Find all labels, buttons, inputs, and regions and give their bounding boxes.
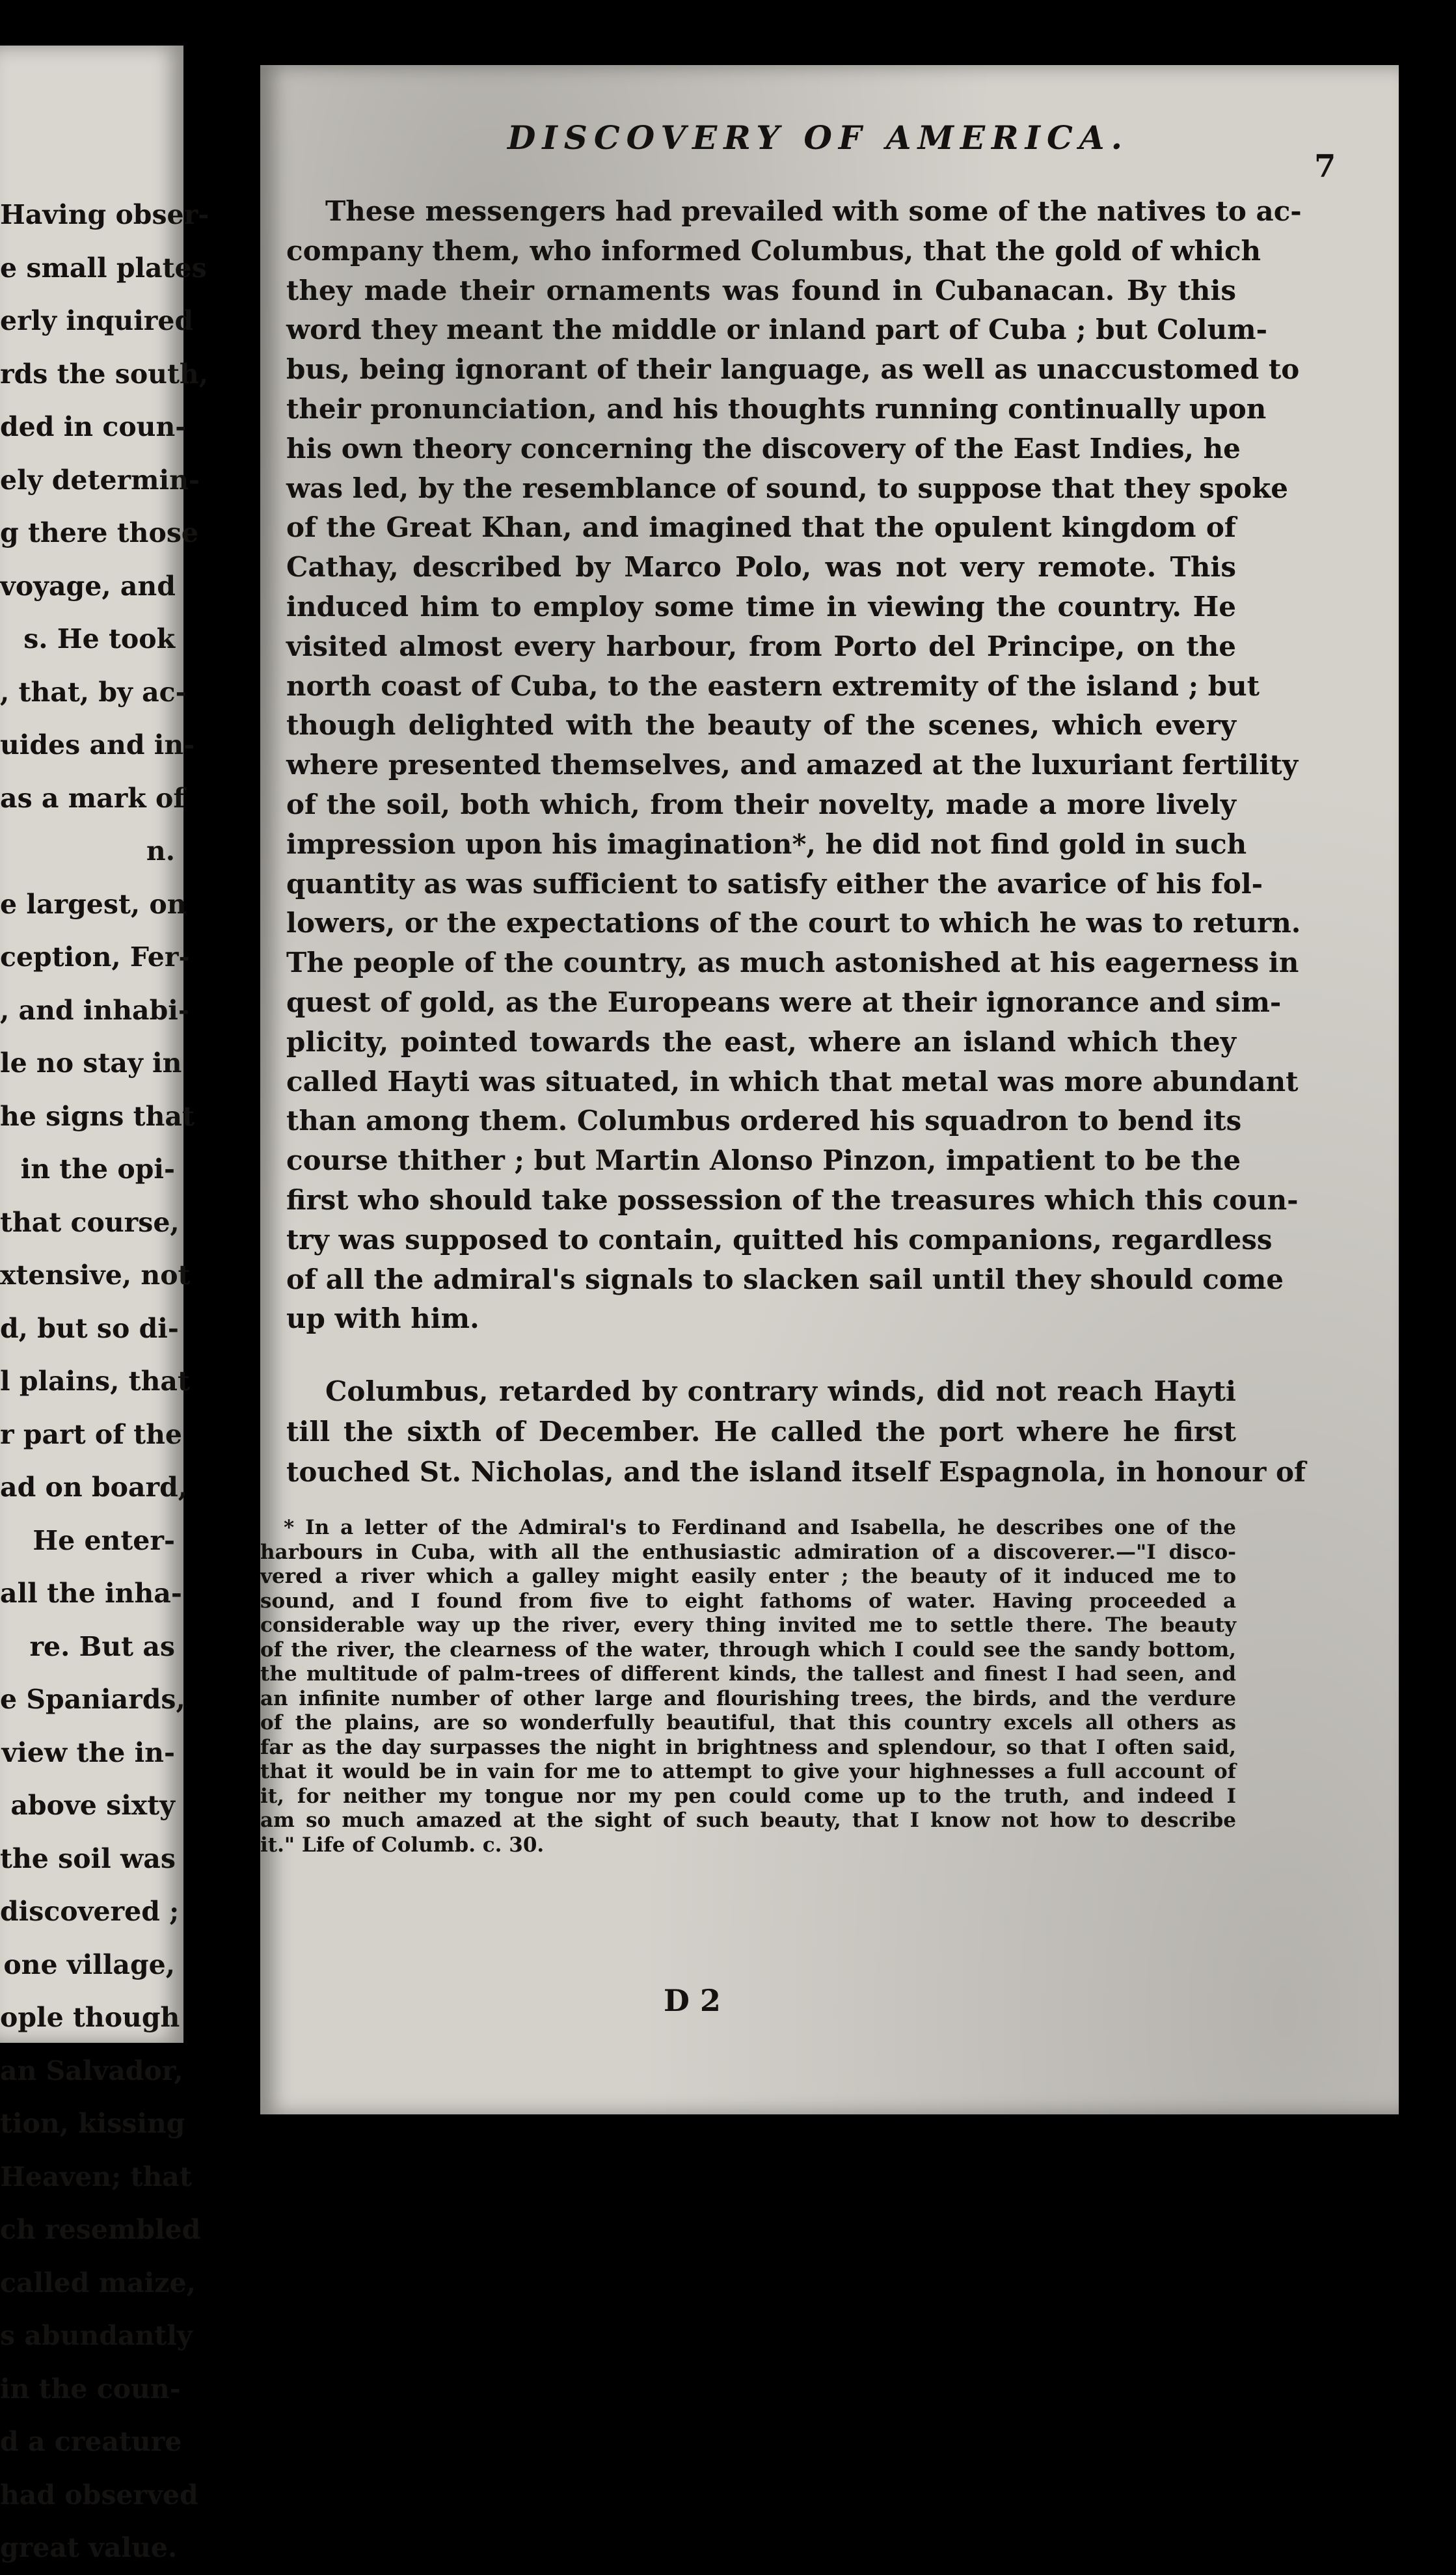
facing-page-line: re. But as [29, 1630, 175, 1662]
facing-page-line: had observed [0, 2479, 198, 2511]
body-line: they made their ornaments was found in Cubanacan. By this [286, 274, 1236, 306]
facing-page-line: voyage, and [0, 570, 176, 602]
facing-page-line: one village, [3, 1948, 175, 1980]
facing-page-line: xtensive, not [0, 1260, 191, 1291]
facing-page-line: an Salvador, [0, 2055, 183, 2086]
footnote-line: * In a letter of the Admiral's to Ferdinand and Isabella, he describes one of the [284, 1516, 1236, 1539]
body-line: Cathay, described by Marco Polo, was not very remote. This [286, 551, 1236, 584]
footnote-line: considerable way up the river, every thing invited me to settle there. The beauty [260, 1613, 1236, 1637]
body-line: quantity as was sufficient to satisfy either the avarice of his fol- [286, 867, 1263, 900]
running-head: DISCOVERY OF AMERICA. [507, 118, 1129, 157]
facing-page-line: d, but so di- [0, 1312, 179, 1344]
facing-page-line: great value. [0, 2532, 178, 2563]
body-line: plicity, pointed towards the east, where an island which they [286, 1025, 1236, 1058]
facing-page-line: g there those [0, 517, 198, 548]
facing-page-line: view the in- [1, 1736, 175, 1768]
facing-page-line: above sixty [10, 1790, 175, 1821]
body-line: company them, who informed Columbus, that the gold of which [286, 234, 1261, 267]
body-line: north coast of Cuba, to the eastern extremity of the island ; but [286, 669, 1260, 702]
facing-page-line: l plains, that [0, 1366, 190, 1397]
body-line: than among them. Columbus ordered his squadron to bend its [286, 1105, 1242, 1137]
body-line: induced him to employ some time in viewing the country. He [286, 590, 1236, 623]
body-line: bus, being ignorant of their language, as well as unaccustomed to [286, 353, 1300, 386]
facing-page-text [0, 189, 209, 2575]
footnote-line: it." Life of Columb. c. 30. [260, 1833, 545, 1857]
footnote-line: vered a river which a galley might easily enter ; the beauty of it induced me to [260, 1565, 1236, 1588]
facing-page-line: discovered ; [0, 1896, 180, 1927]
page-number: 7 [1314, 148, 1336, 185]
facing-page-line: , that, by ac- [0, 676, 187, 708]
facing-page-line: r part of the [0, 1418, 183, 1450]
facing-page-line: in the coun- [0, 2373, 181, 2405]
body-line: his own theory concerning the discovery of the East Indies, he [286, 432, 1241, 465]
footnote-line: sound, and I found from five to eight fathoms of water. Having proceeded a [260, 1589, 1236, 1613]
body-line: touched St. Nicholas, and the island itself Espagnola, in honour of [286, 1456, 1306, 1488]
body-line: was led, by the resemblance of sound, to suppose that they spoke [286, 472, 1288, 504]
facing-page-line: he signs that [0, 1100, 195, 1132]
footnote-line: harbours in Cuba, with all the enthusiastic admiration of a discoverer.—"I disco- [260, 1540, 1236, 1564]
facing-page-line: e largest, on [0, 888, 187, 920]
facing-page-line: called maize, [0, 2267, 196, 2299]
facing-page-line: s abundantly [0, 2320, 193, 2351]
body-line: These messengers had prevailed with some of the natives to ac- [325, 195, 1302, 227]
body-line: up with him. [286, 1302, 479, 1335]
signature-mark: D 2 [664, 1983, 721, 2018]
facing-page-line: ception, Fer- [0, 941, 190, 973]
facing-page-line: ople though [0, 2002, 180, 2033]
body-line: till the sixth of December. He called the port where he first [286, 1416, 1236, 1448]
footnote-line: the multitude of palm-trees of different kinds, the tallest and finest I had seen, and [260, 1662, 1236, 1686]
body-line: of the Great Khan, and imagined that the opulent kingdom of [286, 511, 1236, 544]
footnote-line: of the plains, are so wonderfully beautiful, that this country excels all others as [260, 1711, 1236, 1734]
facing-page-line: uides and in- [0, 729, 195, 761]
facing-page-line: e small plates [0, 252, 207, 284]
facing-page-line: Having obser- [0, 199, 209, 230]
footnote-line: of the river, the clearness of the water, through which I could see the sandy bottom, [260, 1638, 1236, 1662]
body-line: impression upon his imagination*, he did not find gold in such [286, 828, 1247, 860]
body-line: of the soil, both which, from their novelty, made a more lively [286, 788, 1236, 820]
body-line: of all the admiral's signals to slacken sail until they should come [286, 1263, 1284, 1295]
facing-page-line: all the inha- [0, 1578, 182, 1609]
facing-page-line: erly inquired [0, 305, 194, 336]
body-line: visited almost every harbour, from Porto del Principe, on the [286, 630, 1236, 662]
footnote-line: it, for neither my tongue nor my pen could come up to the truth, and indeed I [260, 1784, 1236, 1808]
facing-page-line: as a mark of [0, 782, 185, 814]
body-line: though delighted with the beauty of the scenes, which every [286, 709, 1236, 742]
facing-page-line: ded in coun- [0, 411, 187, 442]
body-line: first who should take possession of the treasures which this coun- [286, 1183, 1299, 1216]
body-line: called Hayti was situated, in which that metal was more abundant [286, 1065, 1299, 1098]
footnote-line: an infinite number of other large and flourishing trees, the birds, and the verdure [260, 1686, 1236, 1710]
facing-page-line: n. [146, 835, 175, 867]
footnote-line: far as the day surpasses the night in brightness and splendour, so that I often said, [260, 1735, 1236, 1759]
body-line: quest of gold, as the Europeans were at their ignorance and sim- [286, 986, 1282, 1018]
facing-page-line: in the opi- [20, 1153, 175, 1185]
body-line: course thither ; but Martin Alonso Pinzon, impatient to be the [286, 1144, 1241, 1177]
facing-page-line: ch resembled [0, 2214, 201, 2245]
facing-page-line: e Spaniards, [0, 1684, 185, 1715]
facing-page-line: the soil was [0, 1842, 176, 1874]
facing-page-line: He enter- [33, 1524, 175, 1556]
facing-page-line: Heaven; that [0, 2161, 192, 2192]
body-line: Columbus, retarded by contrary winds, did not reach Hayti [325, 1375, 1236, 1407]
body-line: The people of the country, as much astonished at his eagerness in [286, 947, 1299, 979]
facing-page-line: that course, [0, 1206, 180, 1238]
body-line: try was supposed to contain, quitted his companions, regardless [286, 1223, 1273, 1256]
facing-page-line: rds the south, [0, 358, 208, 390]
book-page [260, 65, 1399, 2114]
body-line: lowers, or the expectations of the court to which he was to return. [286, 907, 1301, 939]
body-line: where presented themselves, and amazed at the luxuriant fertility [286, 749, 1299, 781]
body-line: their pronunciation, and his thoughts running continually upon [286, 392, 1267, 425]
footnote-line: am so much amazed at the sight of such beauty, that I know not how to describe [260, 1809, 1236, 1832]
body-line: word they meant the middle or inland part of Cuba ; but Colum- [286, 314, 1268, 346]
footnote-line: that it would be in vain for me to attempt to give your highnesses a full account of [260, 1760, 1236, 1783]
paragraph-2 [286, 1371, 1306, 1492]
facing-page-line: ad on board, [0, 1472, 188, 1503]
facing-page-line: , and inhabi- [0, 994, 189, 1026]
facing-page-line: ely determin- [0, 464, 200, 496]
facing-page-line: tion, kissing [0, 2108, 185, 2139]
facing-page-line: le no stay in [0, 1047, 182, 1079]
facing-page-fragment [0, 46, 209, 2563]
footnote [260, 1516, 1236, 1857]
facing-page-line: s. He took [23, 623, 175, 654]
paragraph-1 [286, 192, 1302, 1339]
facing-page-line: d a creature [0, 2426, 182, 2457]
